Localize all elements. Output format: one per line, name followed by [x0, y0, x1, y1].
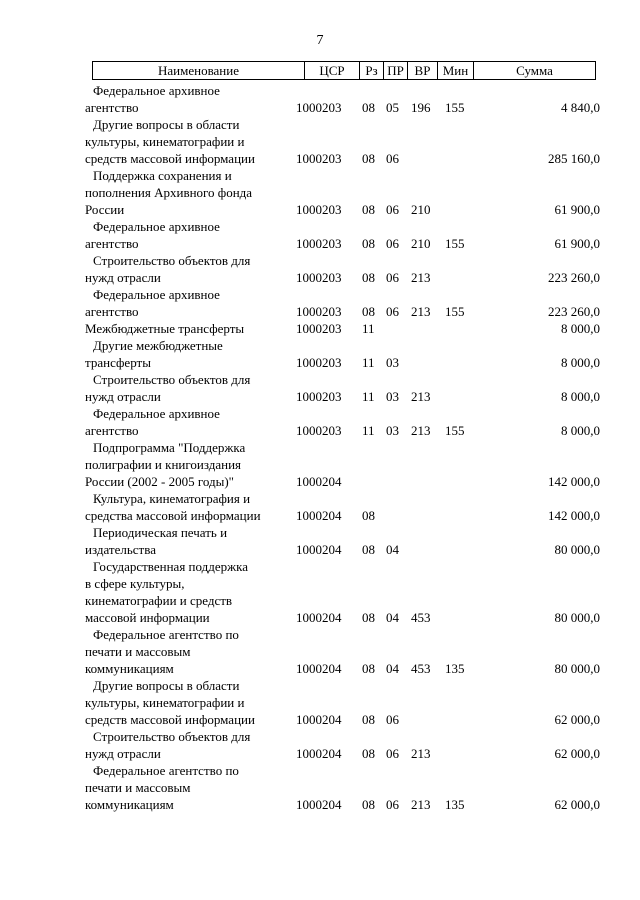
cell-min: 135 [445, 661, 465, 676]
row-name-line: коммуникациям [85, 661, 174, 676]
row-name-line: культуры, кинематографии и [85, 695, 245, 710]
cell-sum: 8 000,0 [561, 355, 600, 370]
table-row [0, 286, 640, 320]
row-name-line: нужд отрасли [85, 389, 161, 404]
row-name [85, 252, 285, 286]
row-name [85, 167, 285, 218]
cell-rz: 08 [362, 236, 375, 251]
cell-sum: 61 900,0 [554, 202, 600, 217]
table-row [0, 337, 640, 371]
row-name-line: Подпрограмма "Поддержка [93, 440, 246, 455]
row-name [85, 116, 285, 167]
cell-sum: 80 000,0 [554, 661, 600, 676]
row-name-line: Строительство объектов для [93, 729, 251, 744]
cell-pr: 06 [386, 746, 399, 761]
table-row [0, 728, 640, 762]
table-row [0, 252, 640, 286]
cell-vr: 213 [411, 304, 431, 319]
cell-sum: 62 000,0 [554, 712, 600, 727]
cell-vr: 196 [411, 100, 431, 115]
cell-min: 155 [445, 304, 465, 319]
row-name-line: средства массовой информации [85, 508, 261, 523]
cell-min: 155 [445, 423, 465, 438]
cell-rz: 08 [362, 508, 375, 523]
row-name [85, 320, 285, 337]
row-name-line: Межбюджетные трансферты [85, 321, 245, 336]
table-row [0, 439, 640, 490]
row-name-line: Федеральное агентство по [93, 763, 239, 778]
row-name [85, 558, 285, 626]
cell-pr: 04 [386, 661, 399, 676]
row-name-line: культуры, кинематографии и [85, 134, 245, 149]
cell-csr: 1000203 [296, 151, 342, 166]
cell-min: 135 [445, 797, 465, 812]
row-name [85, 82, 285, 116]
cell-rz: 08 [362, 610, 375, 625]
cell-vr: 453 [411, 610, 431, 625]
table-row [0, 762, 640, 813]
cell-sum: 8 000,0 [561, 389, 600, 404]
row-name [85, 405, 285, 439]
row-name-line: Строительство объектов для [93, 253, 251, 268]
cell-csr: 1000203 [296, 202, 342, 217]
table-row [0, 218, 640, 252]
header-min: Мин [438, 62, 474, 79]
cell-csr: 1000204 [296, 661, 342, 676]
cell-sum: 142 000,0 [548, 474, 600, 489]
cell-rz: 08 [362, 661, 375, 676]
row-name-line: Федеральное архивное [93, 287, 220, 302]
cell-pr: 06 [386, 712, 399, 727]
cell-pr: 03 [386, 389, 399, 404]
header-csr: ЦСР [305, 62, 360, 79]
row-name-line: издательства [85, 542, 156, 557]
cell-pr: 06 [386, 797, 399, 812]
cell-vr: 210 [411, 202, 431, 217]
cell-rz: 08 [362, 202, 375, 217]
table-row [0, 677, 640, 728]
row-name-line: Государственная поддержка [93, 559, 249, 574]
header-name: Наименование [93, 62, 305, 79]
cell-csr: 1000204 [296, 474, 342, 489]
cell-csr: 1000203 [296, 321, 342, 336]
cell-csr: 1000204 [296, 746, 342, 761]
row-name-line: Федеральное архивное [93, 219, 220, 234]
row-name-line: полиграфии и книгоиздания [85, 457, 241, 472]
row-name-line: Другие вопросы в области [93, 678, 240, 693]
cell-pr: 05 [386, 100, 399, 115]
cell-sum: 80 000,0 [554, 610, 600, 625]
table-row [0, 167, 640, 218]
cell-sum: 223 260,0 [548, 270, 600, 285]
cell-vr: 213 [411, 746, 431, 761]
row-name [85, 286, 285, 320]
cell-csr: 1000203 [296, 355, 342, 370]
row-name-line: Поддержка сохранения и [93, 168, 232, 183]
row-name-line: массовой информации [85, 610, 210, 625]
table-row [0, 490, 640, 524]
cell-csr: 1000203 [296, 270, 342, 285]
row-name-line: агентство [85, 423, 139, 438]
row-name [85, 371, 285, 405]
row-name-line: коммуникациям [85, 797, 174, 812]
cell-sum: 4 840,0 [561, 100, 600, 115]
cell-csr: 1000204 [296, 610, 342, 625]
cell-rz: 08 [362, 304, 375, 319]
cell-sum: 285 160,0 [548, 151, 600, 166]
cell-vr: 213 [411, 423, 431, 438]
table-row [0, 82, 640, 116]
cell-rz: 08 [362, 100, 375, 115]
row-name-line: агентство [85, 236, 139, 251]
cell-vr: 210 [411, 236, 431, 251]
cell-rz: 08 [362, 746, 375, 761]
row-name [85, 524, 285, 558]
row-name-line: печати и массовым [85, 780, 191, 795]
cell-vr: 213 [411, 270, 431, 285]
row-name-line: трансферты [85, 355, 151, 370]
cell-rz: 11 [362, 389, 375, 404]
row-name [85, 677, 285, 728]
cell-csr: 1000204 [296, 508, 342, 523]
cell-pr: 06 [386, 202, 399, 217]
cell-min: 155 [445, 100, 465, 115]
cell-rz: 11 [362, 423, 375, 438]
cell-sum: 223 260,0 [548, 304, 600, 319]
cell-pr: 03 [386, 355, 399, 370]
cell-sum: 61 900,0 [554, 236, 600, 251]
cell-rz: 08 [362, 542, 375, 557]
cell-sum: 8 000,0 [561, 423, 600, 438]
cell-rz: 08 [362, 270, 375, 285]
row-name-line: агентство [85, 304, 139, 319]
header-rz: Рз [360, 62, 384, 79]
cell-sum: 142 000,0 [548, 508, 600, 523]
cell-pr: 04 [386, 542, 399, 557]
row-name-line: России [85, 202, 125, 217]
row-name-line: кинематографии и средств [85, 593, 233, 608]
cell-pr: 04 [386, 610, 399, 625]
row-name-line: Другие вопросы в области [93, 117, 240, 132]
cell-sum: 8 000,0 [561, 321, 600, 336]
row-name [85, 762, 285, 813]
cell-csr: 1000204 [296, 542, 342, 557]
row-name-line: в сфере культуры, [85, 576, 185, 591]
row-name-line: России (2002 - 2005 годы)" [85, 474, 234, 489]
table-row [0, 116, 640, 167]
row-name-line: Федеральное агентство по [93, 627, 239, 642]
cell-min: 155 [445, 236, 465, 251]
table-row [0, 626, 640, 677]
cell-vr: 213 [411, 389, 431, 404]
cell-pr: 06 [386, 151, 399, 166]
cell-pr: 03 [386, 423, 399, 438]
page-number: 7 [316, 33, 324, 48]
cell-rz: 08 [362, 151, 375, 166]
row-name-line: агентство [85, 100, 139, 115]
row-name-line: Федеральное архивное [93, 83, 220, 98]
cell-rz: 11 [362, 321, 375, 336]
cell-csr: 1000203 [296, 389, 342, 404]
cell-sum: 80 000,0 [554, 542, 600, 557]
cell-rz: 11 [362, 355, 375, 370]
cell-sum: 62 000,0 [554, 797, 600, 812]
row-name-line: пополнения Архивного фонда [85, 185, 253, 200]
row-name [85, 439, 285, 490]
row-name-line: печати и массовым [85, 644, 191, 659]
row-name-line: Строительство объектов для [93, 372, 251, 387]
cell-pr: 06 [386, 304, 399, 319]
row-name-line: нужд отрасли [85, 270, 161, 285]
cell-csr: 1000203 [296, 100, 342, 115]
header-sum: Сумма [516, 63, 553, 78]
row-name [85, 490, 285, 524]
cell-sum: 62 000,0 [554, 746, 600, 761]
row-name-line: Периодическая печать и [93, 525, 228, 540]
row-name [85, 218, 285, 252]
row-name [85, 626, 285, 677]
row-name-line: Другие межбюджетные [93, 338, 223, 353]
cell-vr: 213 [411, 797, 431, 812]
header-vr: ВР [408, 62, 438, 79]
cell-vr: 453 [411, 661, 431, 676]
row-name-line: Культура, кинематография и [93, 491, 251, 506]
row-name-line: средств массовой информации [85, 712, 255, 727]
table-row [0, 371, 640, 405]
cell-rz: 08 [362, 712, 375, 727]
cell-pr: 06 [386, 236, 399, 251]
row-name [85, 728, 285, 762]
table-row [0, 524, 640, 558]
table-row [0, 405, 640, 439]
row-name-line: средств массовой информации [85, 151, 255, 166]
cell-csr: 1000203 [296, 423, 342, 438]
row-name [85, 337, 285, 371]
cell-csr: 1000203 [296, 304, 342, 319]
header-pr: ПР [384, 62, 408, 79]
cell-csr: 1000204 [296, 797, 342, 812]
table-row [0, 320, 640, 337]
row-name-line: нужд отрасли [85, 746, 161, 761]
cell-rz: 08 [362, 797, 375, 812]
cell-csr: 1000203 [296, 236, 342, 251]
cell-csr: 1000204 [296, 712, 342, 727]
table-row [0, 558, 640, 626]
cell-pr: 06 [386, 270, 399, 285]
row-name-line: Федеральное архивное [93, 406, 220, 421]
table-header [92, 61, 596, 80]
